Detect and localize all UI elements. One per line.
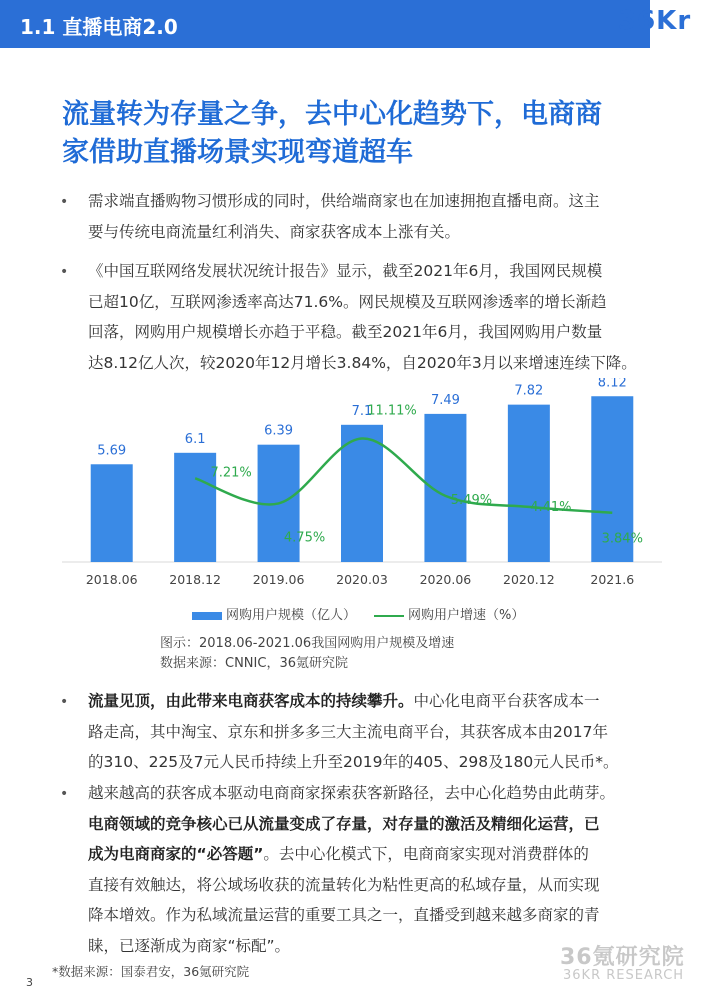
growth-value-label: 11.11%: [367, 403, 417, 419]
bullet-2-text: [88, 256, 663, 378]
legend-label: 网购用户增速（%）: [408, 608, 525, 623]
growth-value-label: 3.84%: [601, 531, 643, 547]
bold-text: 流量见顶，由此带来电商获客成本的持续攀升。: [88, 692, 414, 710]
chart-source: 数据来源：CNNIC，36氪研究院: [160, 656, 348, 671]
text-span: 。去中心化模式下，电商商家实现对消费群体的: [263, 845, 589, 863]
text-line: 达8.12亿人次，较2020年12月增长3.84%，自2020年3月以来增速连续下降。: [88, 353, 637, 372]
watermark-cn: 36氪研究院: [560, 945, 685, 970]
header-bar: [0, 0, 650, 48]
logo-36kr: 36Kr: [618, 6, 692, 36]
headline-line-2: 家借助直播场景实现弯道超车: [62, 137, 413, 168]
text-line: 睐，已逐渐成为商家“标配”。: [88, 936, 291, 955]
bullet-dot: •: [60, 786, 69, 802]
watermark-en: 36KR RESEARCH: [563, 968, 685, 983]
bullet-dot: •: [60, 194, 69, 210]
legend-label: 网购用户规模（亿人）: [226, 608, 357, 623]
text-line: 已超10亿，互联网渗透率高达71.6%。网民规模及互联网渗透率的增长渐趋: [88, 292, 607, 311]
bar: [341, 425, 383, 562]
bullet-4-text: [88, 778, 663, 961]
bar-value-label: 6.1: [184, 431, 206, 447]
bullet-dot: •: [60, 264, 69, 280]
text-span: 中心化电商平台获客成本一: [413, 692, 600, 710]
bar: [91, 464, 133, 562]
chart-caption: 图示：2018.06-2021.06我国网购用户规模及增速: [160, 636, 455, 651]
x-tick-label: 2020.03: [336, 572, 388, 587]
x-tick-label: 2018.06: [85, 572, 138, 587]
text-line: 要与传统电商流量红利消失、商家获客成本上涨有关。: [88, 222, 461, 241]
x-tick-label: 2020.12: [503, 572, 555, 587]
text-line: 降本增效。作为私域流量运营的重要工具之一，直播受到越来越多商家的青: [88, 906, 600, 924]
x-tick-label: 2020.06: [419, 572, 472, 587]
legend-bar-swatch: [192, 612, 222, 620]
growth-value-label: 5.49%: [450, 492, 493, 508]
bar-value-label: 7.1: [351, 403, 373, 419]
section-title: 1.1 直播电商2.0: [20, 15, 178, 39]
bar: [508, 405, 550, 562]
text-line: 的310、225及7元人民币持续上升至2019年的405、298及180元人民币*。: [88, 753, 619, 771]
x-tick-label: 2019.06: [252, 572, 305, 587]
text-line: 《中国互联网络发展状况统计报告》显示，截至2021年6月，我国网民规模: [88, 262, 603, 280]
bar-value-label: 8.12: [597, 378, 627, 391]
bar-value-label: 5.69: [97, 443, 127, 459]
bullet-3-text: [88, 686, 663, 778]
legend-line-swatch: [374, 615, 404, 617]
text-line: 路走高，其中淘宝、京东和拼多多三大主流电商平台，其获客成本由2017年: [88, 722, 608, 741]
text-line: 需求端直播购物习惯形成的同时，供给端商家也在加速拥抱直播电商。这主: [88, 192, 600, 210]
bold-text: 成为电商商家的“必答题”: [88, 845, 264, 863]
text-line: [88, 809, 663, 840]
footnote: *数据来源：国泰君安，36氪研究院: [52, 964, 250, 979]
text-line: 直接有效触达，将公域场收获的流量转化为粘性更高的私域存量，从而实现: [88, 875, 600, 894]
text-line: 回落，网购用户规模增长亦趋于平稳。截至2021年6月，我国网购用户数量: [88, 323, 603, 341]
legend-item-bar: [192, 604, 356, 623]
bullet-dot: •: [60, 694, 69, 710]
bar-value-label: 7.49: [430, 392, 460, 408]
legend-item-line: [374, 604, 524, 623]
growth-value-label: 4.41%: [530, 499, 572, 515]
growth-value-label: 4.75%: [283, 530, 326, 546]
bullet-1-text: [88, 186, 663, 247]
chart-svg: [62, 378, 662, 598]
bar-value-label: 6.39: [264, 423, 294, 439]
text-line: [88, 839, 663, 870]
x-tick-label: 2018.12: [169, 572, 221, 587]
growth-value-label: 7.21%: [210, 465, 252, 481]
text-line: 越来越高的获客成本驱动电商商家探索获客新路径，去中心化趋势由此萌芽。: [88, 784, 616, 802]
headline: [62, 96, 662, 172]
x-tick-label: 2021.6: [590, 572, 635, 587]
bold-text: 电商领域的竞争核心已从流量变成了存量，对存量的激活及精细化运营，已: [88, 814, 600, 833]
bar-value-label: 7.82: [514, 383, 544, 399]
headline-line-1: 流量转为存量之争，去中心化趋势下，电商商: [62, 99, 602, 130]
text-line: [88, 686, 663, 717]
page-number: 3: [26, 976, 33, 989]
